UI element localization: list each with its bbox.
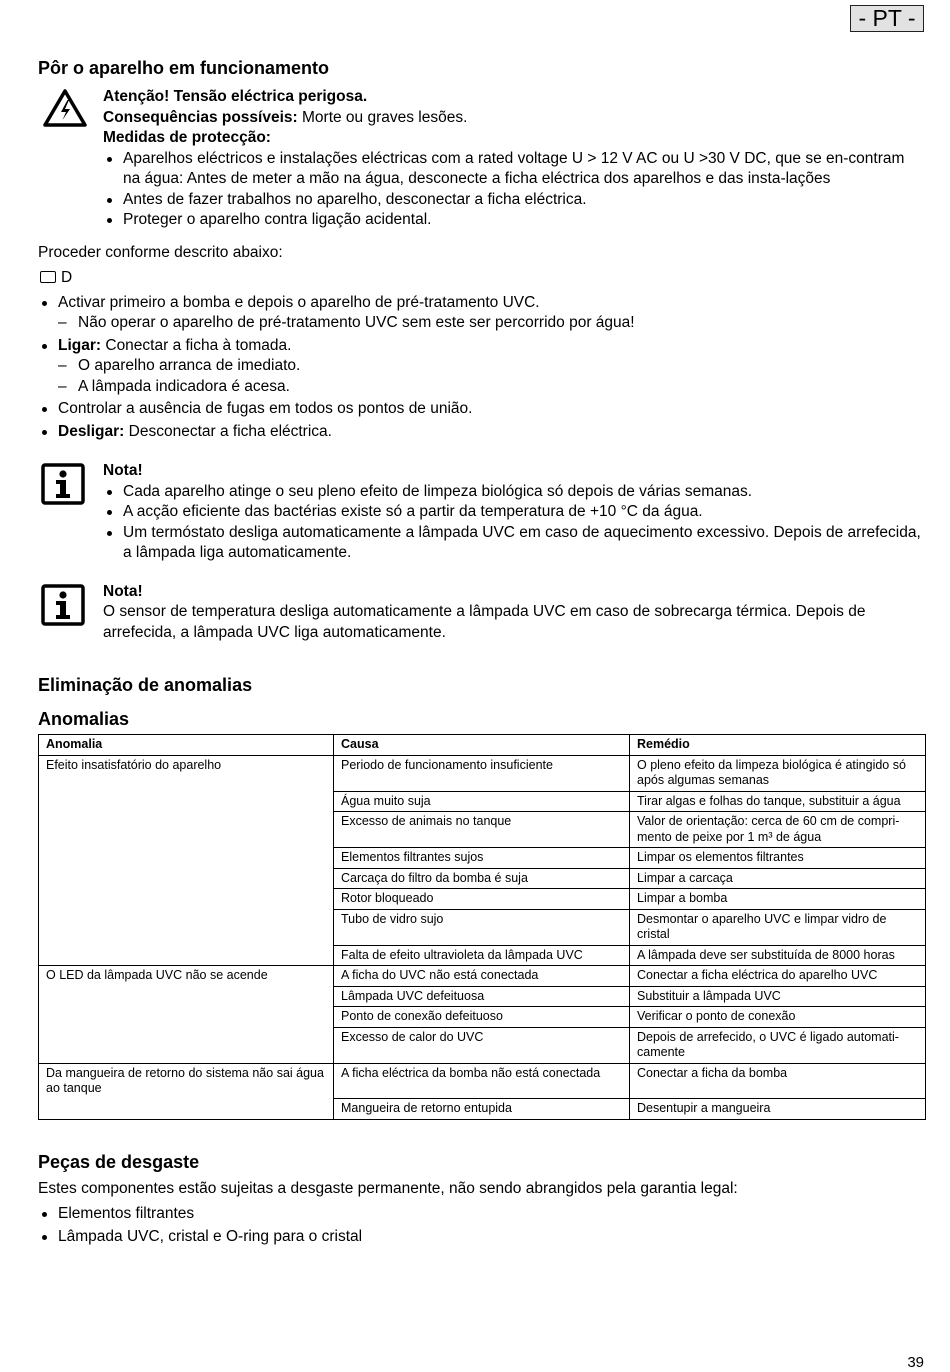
remedy-cell: Valor de orientação: cerca de 60 cm de compri-mento de peixe por 1 m³ de água [630, 812, 926, 848]
warning-consequences [103, 108, 925, 129]
step-text: Desconectar a ficha eléctrica. [124, 422, 332, 440]
remedy-cell: Depois de arrefecido, o UVC é ligado automati-camente [630, 1027, 926, 1063]
figure-reference [38, 268, 925, 289]
table-row [39, 1007, 926, 1028]
anomalies-table [38, 734, 926, 1120]
consequences-text: Morte ou graves lesões. [297, 108, 468, 126]
remedy-cell: Limpar a bomba [630, 889, 926, 910]
column-header-remedy: Remédio [630, 735, 926, 756]
note-list [103, 482, 925, 564]
electric-hazard-icon [42, 88, 88, 128]
anomaly-cell-empty [39, 868, 334, 889]
anomaly-cell-empty [39, 848, 334, 869]
remedy-cell: Limpar a carcaça [630, 868, 926, 889]
note-block-2 [38, 582, 925, 644]
anomaly-cell-empty [39, 1099, 334, 1120]
section-title-wear-parts: Peças de desgaste [38, 1151, 200, 1172]
cause-cell: Excesso de animais no tanque [334, 812, 630, 848]
remedy-cell: A lâmpada deve ser substituída de 8000 horas [630, 945, 926, 966]
table-row [39, 986, 926, 1007]
cause-cell: Rotor bloqueado [334, 889, 630, 910]
cause-cell: Lâmpada UVC defeituosa [334, 986, 630, 1007]
note-text: O sensor de temperatura desliga automaticamente a lâmpada UVC em caso de sobrecarga térmica. Depois de arrefecida, a lâmpada UVC liga automaticamente. [103, 603, 866, 641]
remedy-cell: Verificar o ponto de conexão [630, 1007, 926, 1028]
table-row [39, 1027, 926, 1063]
cause-cell: Água muito suja [334, 791, 630, 812]
section-title-troubleshooting: Eliminação de anomalias [38, 675, 253, 695]
table-row [39, 1099, 926, 1120]
proceed-text: Proceder conforme descrito abaixo: [38, 243, 283, 261]
step-label: Desligar: [58, 422, 125, 440]
cause-cell: Mangueira de retorno entupida [334, 1099, 630, 1120]
remedy-cell: Tirar algas e folhas do tanque, substituir a água [630, 791, 926, 812]
step-label: Ligar: [58, 336, 102, 354]
anomaly-cell: O LED da lâmpada UVC não se acende [39, 966, 334, 987]
list-item: Controlar a ausência de fugas em todos os pontos de união. [38, 399, 925, 420]
column-header-anomaly: Anomalia [39, 735, 334, 756]
cause-cell: Carcaça do filtro da bomba é suja [334, 868, 630, 889]
anomaly-cell-empty [39, 791, 334, 812]
list-item: Elementos filtrantes [38, 1204, 925, 1225]
list-item [38, 293, 925, 334]
page-number: 39 [907, 1354, 924, 1371]
figure-label: D [61, 269, 73, 286]
note-block-1 [38, 461, 925, 564]
step-text: Activar primeiro a bomba e depois o aparelho de pré-tratamento UVC. [58, 293, 540, 311]
cause-cell: A ficha eléctrica da bomba não está conectada [334, 1063, 630, 1099]
table-row [39, 812, 926, 848]
cause-cell: Tubo de vidro sujo [334, 909, 630, 945]
info-icon [41, 584, 85, 626]
list-item: A acção eficiente das bactérias existe só a partir da temperatura de +10 °C da água. [103, 502, 925, 523]
list-item: Cada aparelho atinge o seu pleno efeito de limpeza biológica só depois de várias semanas. [103, 482, 925, 503]
anomaly-cell: Efeito insatisfatório do aparelho [39, 755, 334, 791]
remedy-cell: Conectar a ficha da bomba [630, 1063, 926, 1099]
sub-item: – Não operar o aparelho de pré-tratamento UVC sem este ser percorrido por água! [58, 313, 925, 334]
remedy-cell: Substituir a lâmpada UVC [630, 986, 926, 1007]
list-item [38, 422, 925, 443]
anomaly-cell-empty [39, 945, 334, 966]
section-title-start: Pôr o aparelho em funcionamento [38, 58, 330, 78]
list-item: Um termóstato desliga automaticamente a lâmpada UVC em caso de aquecimento excessivo. Depois de arrefecida, a lâmpada liga automaticamente. [103, 523, 925, 564]
wear-parts-list [38, 1204, 925, 1247]
table-header-row [39, 735, 926, 756]
remedy-cell: O pleno efeito da limpeza biológica é atingido só após algumas semanas [630, 755, 926, 791]
steps-list [38, 293, 925, 443]
table-row [39, 755, 926, 791]
page-content [38, 58, 925, 1249]
note-title: Nota! [103, 582, 143, 600]
anomaly-cell-empty [39, 1007, 334, 1028]
cause-cell: A ficha do UVC não está conectada [334, 966, 630, 987]
note-title: Nota! [103, 462, 143, 479]
language-badge: - PT - [850, 5, 924, 32]
warning-title: Atenção! Tensão eléctrica perigosa. [103, 88, 368, 105]
list-item: Lâmpada UVC, cristal e O-ring para o cristal [38, 1227, 925, 1248]
list-item: Aparelhos eléctricos e instalações eléctricas com a rated voltage U > 12 V AC ou U >30 V DC, que se en-contram na água: Antes de meter a mão na água, desconecte a ficha eléctrica dos aparelhos e das insta-lações [103, 149, 925, 190]
table-row [39, 848, 926, 869]
consequences-label: Consequências possíveis: [103, 108, 298, 126]
anomaly-cell-empty [39, 1027, 334, 1063]
anomaly-cell-empty [39, 986, 334, 1007]
subsection-title-anomalies: Anomalias [38, 709, 130, 729]
sub-item: – O aparelho arranca de imediato. [58, 356, 925, 377]
table-row [39, 909, 926, 945]
list-item: Antes de fazer trabalhos no aparelho, desconectar a ficha eléctrica. [103, 190, 925, 211]
cause-cell: Falta de efeito ultravioleta da lâmpada UVC [334, 945, 630, 966]
remedy-cell: Limpar os elementos filtrantes [630, 848, 926, 869]
measures-list [103, 149, 925, 231]
list-item: Proteger o aparelho contra ligação acidental. [103, 210, 925, 231]
measures-label: Medidas de protecção: [103, 129, 271, 146]
cause-cell: Elementos filtrantes sujos [334, 848, 630, 869]
warning-block [38, 87, 925, 231]
figure-icon [40, 271, 56, 283]
table-row [39, 945, 926, 966]
step-text: Conectar a ficha à tomada. [101, 336, 292, 354]
anomaly-cell: Da mangueira de retorno do sistema não sai água ao tanque [39, 1063, 334, 1099]
table-row [39, 791, 926, 812]
list-item [38, 336, 925, 398]
column-header-cause: Causa [334, 735, 630, 756]
anomaly-cell-empty [39, 812, 334, 848]
cause-cell: Excesso de calor do UVC [334, 1027, 630, 1063]
table-row [39, 868, 926, 889]
table-row [39, 966, 926, 987]
cause-cell: Periodo de funcionamento insuficiente [334, 755, 630, 791]
wear-parts-text: Estes componentes estão sujeitas a desgaste permanente, não sendo abrangidos pela garantia legal: [38, 1179, 738, 1197]
remedy-cell: Desmontar o aparelho UVC e limpar vidro de cristal [630, 909, 926, 945]
remedy-cell: Conectar a ficha eléctrica do aparelho UVC [630, 966, 926, 987]
sub-item: – A lâmpada indicadora é acesa. [58, 377, 925, 398]
remedy-cell: Desentupir a mangueira [630, 1099, 926, 1120]
table-row [39, 889, 926, 910]
anomaly-cell-empty [39, 889, 334, 910]
cause-cell: Ponto de conexão defeituoso [334, 1007, 630, 1028]
info-icon [41, 463, 85, 505]
anomaly-cell-empty [39, 909, 334, 945]
table-row [39, 1063, 926, 1099]
